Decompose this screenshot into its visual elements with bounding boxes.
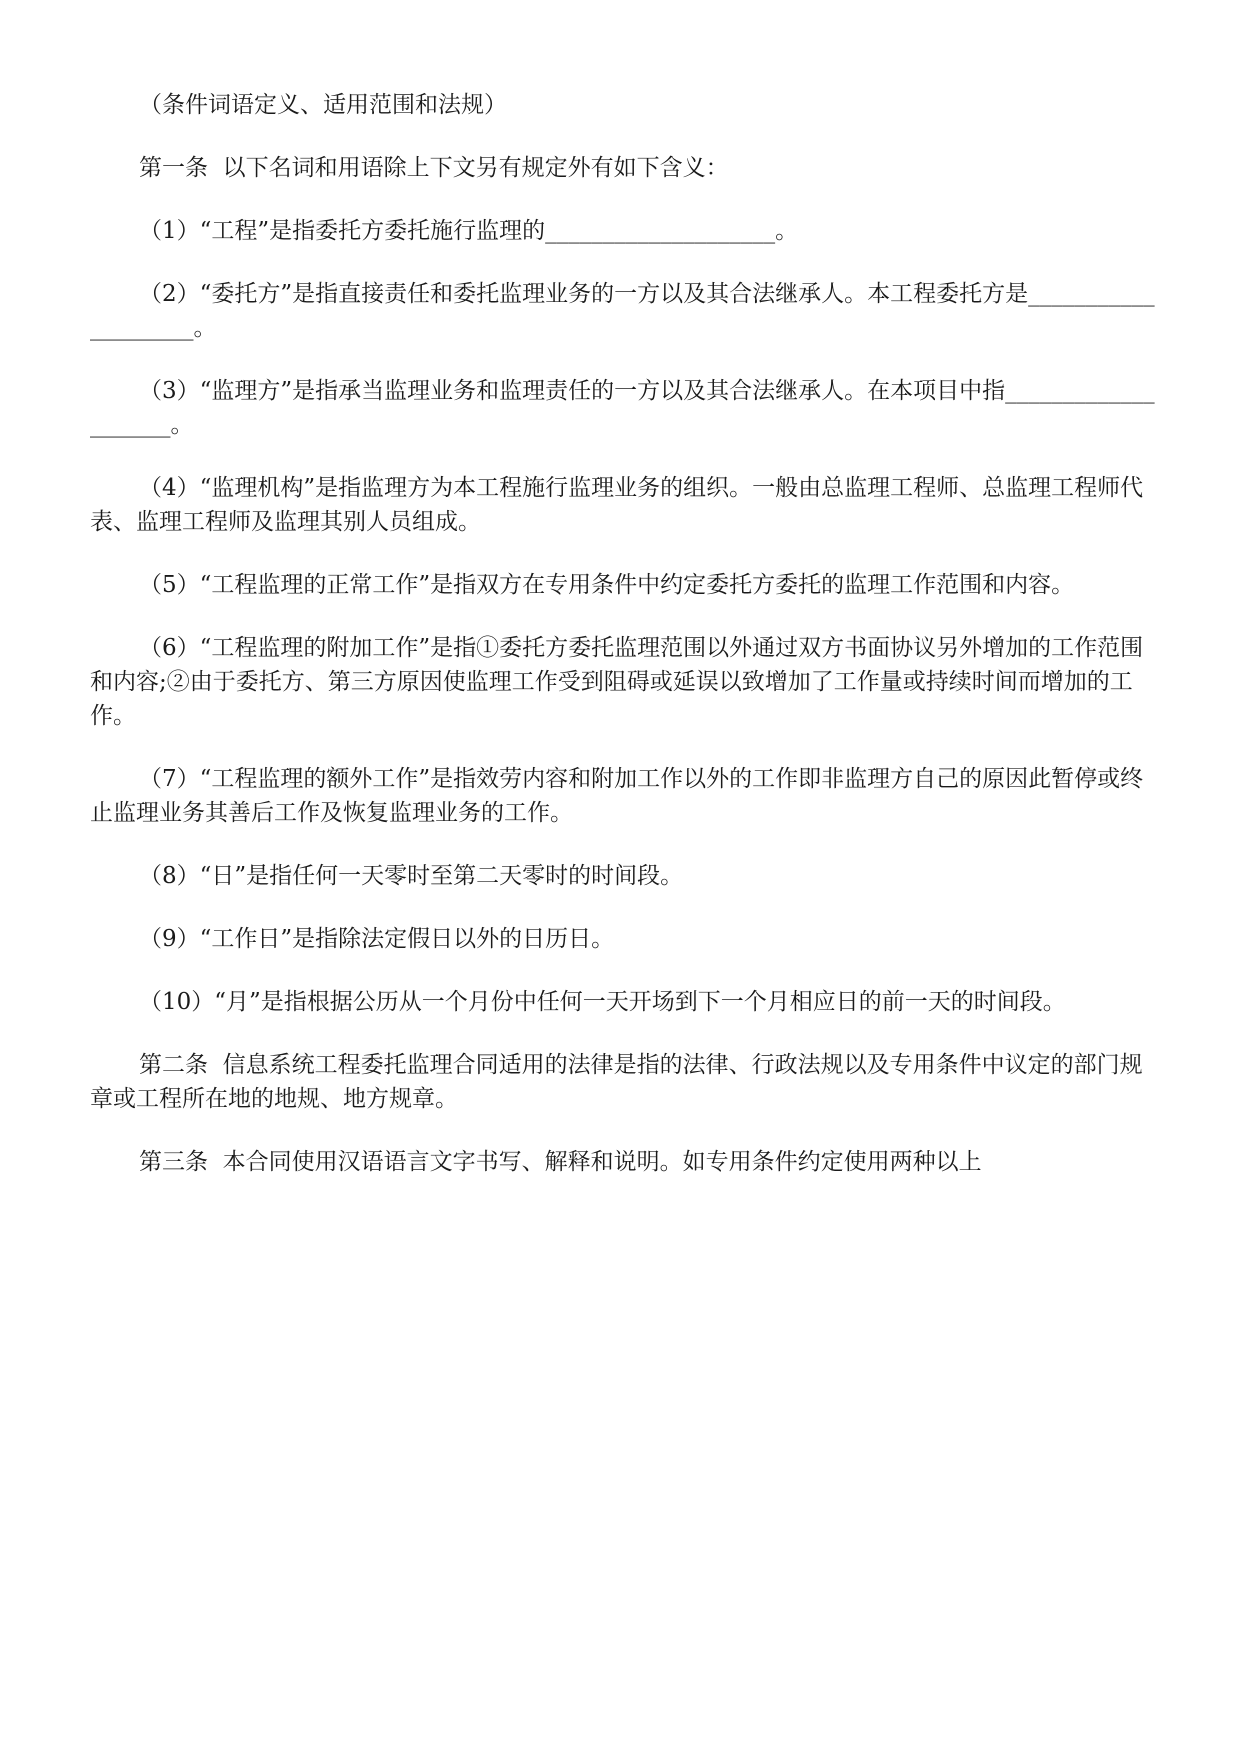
definition-supervisor: （3）“监理方”是指承当监理业务和监理责任的一方以及其合法继承人。在本项目中指____________________。 [90, 378, 1155, 438]
definition-normal-work: （5）“工程监理的正常工作”是指双方在专用条件中约定委托方委托的监理工作范围和内容。 [139, 572, 1075, 598]
article-3: 第三条 本合同使用汉语语言文字书写、解释和说明。如专用条件约定使用两种以上 [139, 1149, 982, 1175]
definition-extra-work: （7）“工程监理的额外工作”是指效劳内容和附加工作以外的工作即非监理方自己的原因此暂停或终止监理业务其善后工作及恢复监理业务的工作。 [90, 766, 1144, 826]
definition-additional-work: （6）“工程监理的附加工作”是指①委托方委托监理范围以外通过双方书面协议另外增加的工作范围和内容;②由于委托方、第三方原因使监理工作受到阻碍或延误以致增加了工作量或持续时间而增加的工作。 [90, 635, 1144, 729]
definition-day: （8）“日”是指任何一天零时至第二天零时的时间段。 [139, 863, 684, 889]
definition-month: （10）“月”是指根据公历从一个月份中任何一天开场到下一个月相应日的前一天的时间段。 [139, 989, 1066, 1015]
article-2: 第二条 信息系统工程委托监理合同适用的法律是指的法律、行政法规以及专用条件中议定的部门规章或工程所在地的地规、地方规章。 [90, 1052, 1143, 1112]
article-1-intro: 第一条 以下名词和用语除上下文另有规定外有如下含义： [139, 155, 729, 181]
section-heading: （条件词语定义、适用范围和法规） [139, 92, 507, 118]
definition-supervision-organization: （4）“监理机构”是指监理方为本工程施行监理业务的组织。一般由总监理工程师、总监理工程师代表、监理工程师及监理其别人员组成。 [90, 475, 1144, 535]
definition-project: （1）“工程”是指委托方委托施行监理的____________________。 [139, 218, 799, 244]
document-body [90, 88, 1158, 1208]
definition-working-day: （9）“工作日”是指除法定假日以外的日历日。 [139, 926, 615, 952]
definition-client: （2）“委托方”是指直接责任和委托监理业务的一方以及其合法继承人。本工程委托方是____________________。 [90, 281, 1155, 341]
